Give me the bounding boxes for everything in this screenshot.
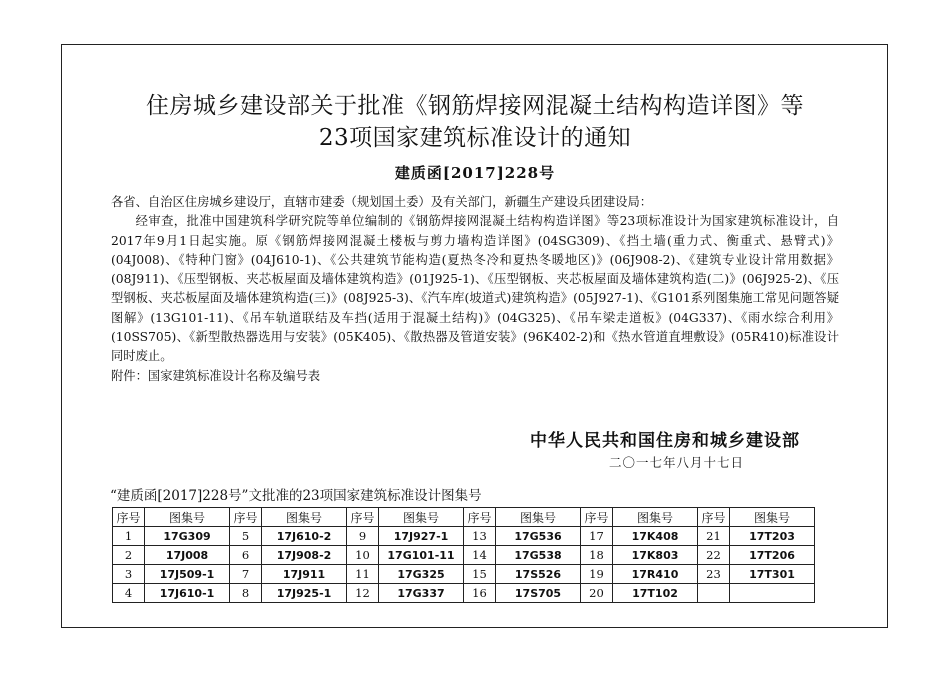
seq-no-cell: 14 [464,546,496,565]
atlas-no-cell: 17J925-1 [262,584,347,603]
atlas-no-cell: 17G101-11 [379,546,464,565]
seq-no-cell: 11 [347,565,379,584]
atlas-no-cell: 17T102 [613,584,698,603]
atlas-no-cell: 17J908-2 [262,546,347,565]
atlas-no-cell: 17J610-1 [145,584,230,603]
seq-no-cell: 7 [230,565,262,584]
notice-title-line-2: 23项国家建筑标准设计的通知 [318,125,632,151]
table-row [113,565,815,584]
table-header-row [113,508,815,527]
table-row [113,546,815,565]
seq-no-cell: 18 [581,546,613,565]
header-atlas-no: 图集号 [730,508,815,527]
header-seq-no: 序号 [230,508,262,527]
seq-no-cell: 20 [581,584,613,603]
atlas-no-cell: 17G325 [379,565,464,584]
atlas-no-cell: 17G538 [496,546,581,565]
seq-no-cell: 17 [581,527,613,546]
header-atlas-no: 图集号 [496,508,581,527]
seq-no-cell: 12 [347,584,379,603]
atlas-no-cell: 17T203 [730,527,815,546]
seq-no-cell: 9 [347,527,379,546]
table-caption: “建质函[2017]228号”文批准的23项国家建筑标准设计图集号 [110,488,482,504]
notice-title-line-1: 住房城乡建设部关于批准《钢筋焊接网混凝土结构构造详图》等 [146,93,804,119]
table-row [113,527,815,546]
header-seq-no: 序号 [347,508,379,527]
issue-date: 二〇一七年八月十七日 [609,455,745,470]
atlas-no-cell: 17S705 [496,584,581,603]
atlas-no-cell: 17G536 [496,527,581,546]
seq-no-cell: 19 [581,565,613,584]
seq-no-cell: 4 [113,584,145,603]
header-atlas-no: 图集号 [262,508,347,527]
seq-no-cell: 23 [698,565,730,584]
atlas-no-cell: 17G337 [379,584,464,603]
atlas-no-cell: 17R410 [613,565,698,584]
attachment-note: 附件：国家建筑标准设计名称及编号表 [111,368,321,383]
document-number: 建质函[2017]228号 [394,164,556,182]
seq-no-cell: 16 [464,584,496,603]
seq-no-cell [698,584,730,603]
table-row [113,584,815,603]
header-seq-no: 序号 [581,508,613,527]
header-seq-no: 序号 [698,508,730,527]
seq-no-cell: 10 [347,546,379,565]
atlas-number-table [112,507,815,603]
header-atlas-no: 图集号 [145,508,230,527]
atlas-no-cell: 17T301 [730,565,815,584]
atlas-no-cell: 17J927-1 [379,527,464,546]
seq-no-cell: 5 [230,527,262,546]
seq-no-cell: 21 [698,527,730,546]
atlas-no-cell: 17T206 [730,546,815,565]
header-atlas-no: 图集号 [613,508,698,527]
notice-body [111,193,839,386]
salutation: 各省、自治区住房城乡建设厅，直辖市建委（规划国土委）及有关部门，新疆生产建设兵团建设局： [111,195,653,209]
atlas-no-cell: 17K408 [613,527,698,546]
seq-no-cell: 22 [698,546,730,565]
seq-no-cell: 6 [230,546,262,565]
header-seq-no: 序号 [113,508,145,527]
atlas-no-cell: 17K803 [613,546,698,565]
atlas-no-cell: 17J610-2 [262,527,347,546]
issuer-signature: 中华人民共和国住房和城乡建设部 [530,431,800,451]
seq-no-cell: 8 [230,584,262,603]
atlas-no-cell [730,584,815,603]
seq-no-cell: 2 [113,546,145,565]
atlas-no-cell: 17J911 [262,565,347,584]
header-atlas-no: 图集号 [379,508,464,527]
header-seq-no: 序号 [464,508,496,527]
atlas-no-cell: 17J509-1 [145,565,230,584]
atlas-no-cell: 17G309 [145,527,230,546]
body-paragraph: 经审查，批准中国建筑科学研究院等单位编制的《钢筋焊接网混凝土结构构造详图》等23项标准设计为国家建筑标准设计，自2017年9月1日起实施。原《钢筋焊接网混凝土楼板与剪力墙构造详图》(04SG309)、《挡土墙(重力式、衡重式、悬臂式)》(04J008)、《特种门窗》(04J610-1)、《公共建筑节能构造(夏热冬冷和夏热冬暖地区)》(06J908-2)、《建筑专业设计常用数据》(08J911)、《压型钢板、夹芯板屋面及墙体建筑构造》(01J925-1)、《压型钢板、夹芯板屋面及墙体建筑构造(二)》(06J925-2)、《压型钢板、夹芯板屋面及墙体建筑构造(三)》(08J925-3)、《汽车库(坡道式)建筑构造》(05J927-1)、《G101系列图集施工常见问题答疑图解》(13G101-11)、《吊车轨道联结及车挡(适用于混凝土结构)》(04G325)、《吊车梁走道板》(04G337)、《雨水综合利用》(10SS705)、《新型散热器选用与安装》(05K405)、《散热器及管道安装》(96K402-2)和《热水管道直埋敷设》(05R410)标准设计同时废止。 [111,214,839,364]
seq-no-cell: 15 [464,565,496,584]
atlas-no-cell: 17S526 [496,565,581,584]
atlas-no-cell: 17J008 [145,546,230,565]
seq-no-cell: 1 [113,527,145,546]
seq-no-cell: 13 [464,527,496,546]
seq-no-cell: 3 [113,565,145,584]
